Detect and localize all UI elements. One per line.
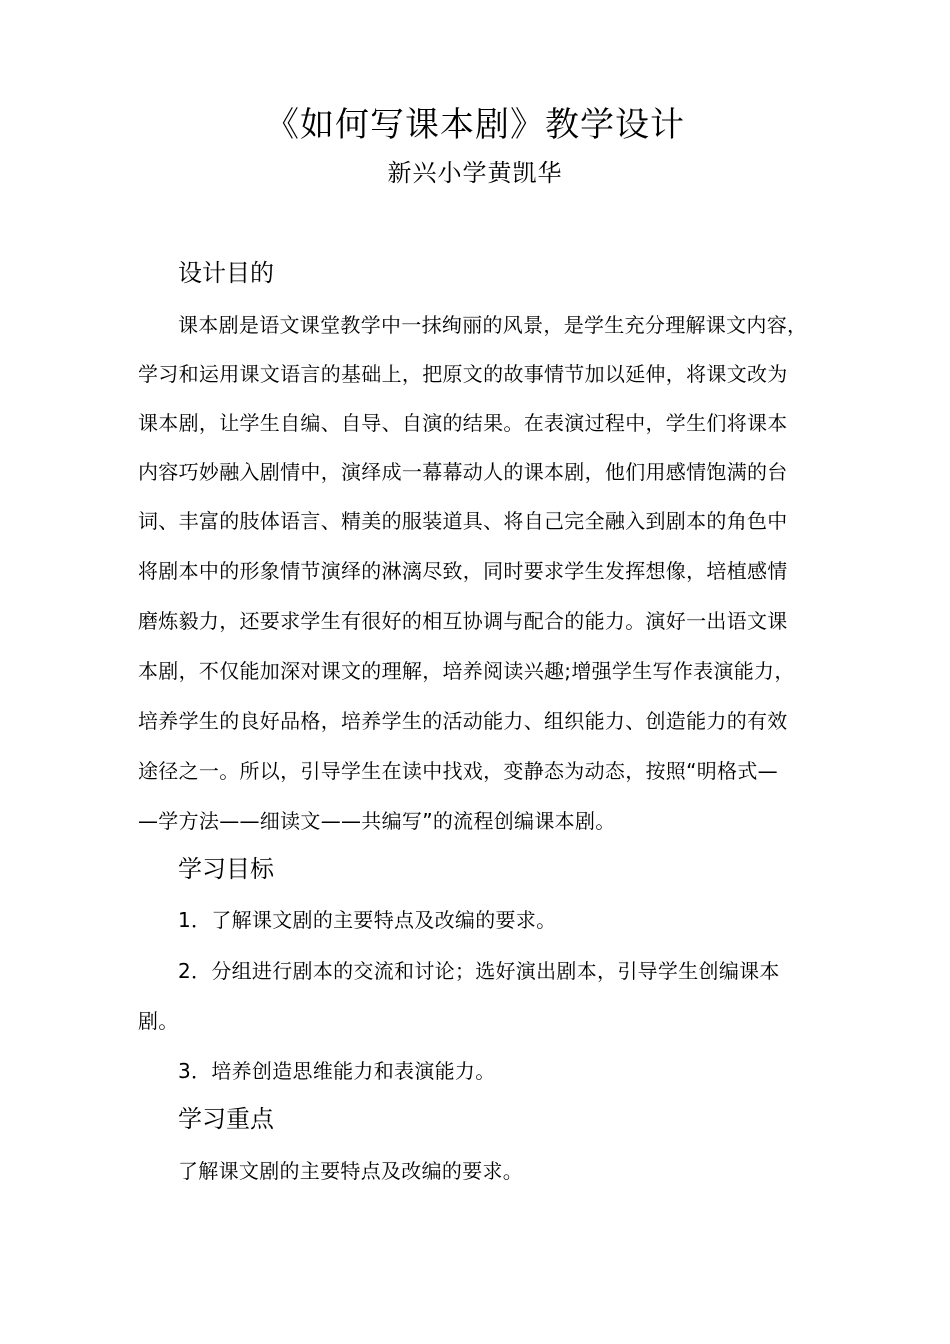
- paragraph-line: 学习和运用课文语言的基础上，把原文的故事情节加以延伸，将课文改为: [138, 362, 788, 386]
- goal-item-3: 3．培养创造思维能力和表演能力。: [178, 1059, 496, 1083]
- section-heading-learning-goals: 学习目标: [178, 855, 274, 883]
- paragraph-line: 内容巧妙融入剧情中，演绎成一幕幕动人的课本剧，他们用感情饱满的台: [138, 460, 788, 484]
- section-heading-key-points: 学习重点: [178, 1105, 274, 1133]
- paragraph-line: —学方法——细读文——共编写”的流程创编课本剧。: [138, 809, 616, 833]
- goal-item-1: 1．了解课文剧的主要特点及改编的要求。: [178, 908, 557, 932]
- goal-item-2: 2．分组进行剧本的交流和讨论；选好演出剧本，引导学生创编课本: [178, 959, 780, 983]
- paragraph-line: 培养学生的良好品格，培养学生的活动能力、组织能力、创造能力的有效: [138, 709, 788, 733]
- paragraph-line: 将剧本中的形象情节演绎的淋漓尽致，同时要求学生发挥想像，培植感情: [138, 559, 788, 583]
- paragraph-line: 磨炼毅力，还要求学生有很好的相互协调与配合的能力。演好一出语文课: [138, 609, 788, 633]
- goal-item-2-continuation: 剧。: [138, 1009, 179, 1033]
- paragraph-line: 词、丰富的肢体语言、精美的服装道具、将自己完全融入到剧本的角色中: [138, 509, 788, 533]
- section-heading-design-purpose: 设计目的: [178, 259, 274, 287]
- paragraph-line: 课本剧是语文课堂教学中一抹绚丽的风景，是学生充分理解课文内容，: [178, 313, 808, 337]
- paragraph-line: 途径之一。所以，引导学生在读中找戏，变静态为动态，按照“明格式—: [138, 759, 778, 783]
- paragraph-line: 课本剧，让学生自编、自导、自演的结果。在表演过程中，学生们将课本: [138, 411, 788, 435]
- document-title: 《如何写课本剧》教学设计: [265, 105, 685, 145]
- key-point-text: 了解课文剧的主要特点及改编的要求。: [178, 1159, 524, 1183]
- author-line: 新兴小学黄凯华: [387, 159, 563, 187]
- paragraph-line: 本剧，不仅能加深对课文的理解，培养阅读兴趣;增强学生写作表演能力，: [138, 659, 795, 683]
